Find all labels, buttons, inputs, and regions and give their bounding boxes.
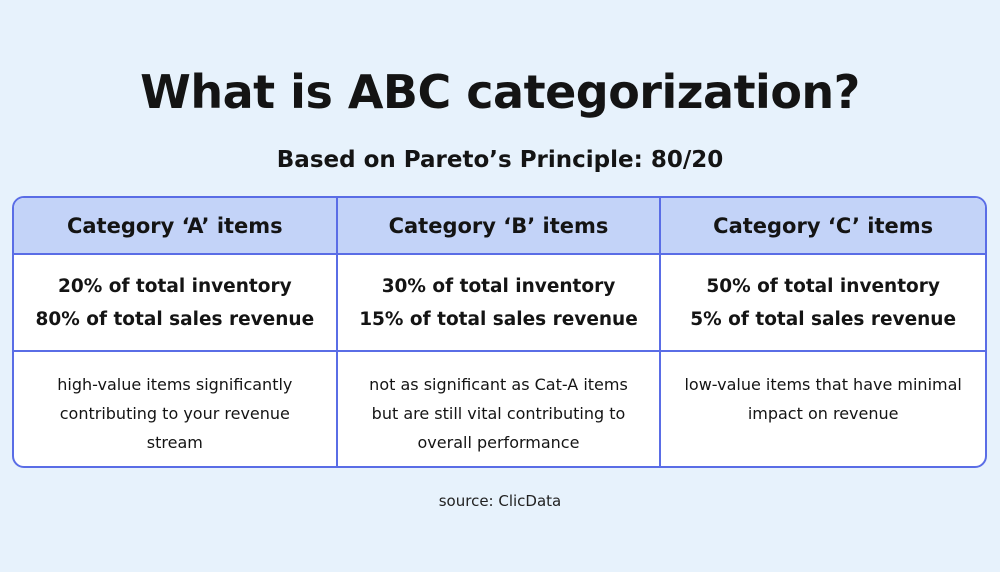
category-c-header: Category ‘C’ items bbox=[661, 198, 985, 255]
category-b-stats bbox=[338, 255, 662, 352]
category-a-description: high-value items significantly contributing to your revenue stream bbox=[14, 352, 338, 466]
category-b-header: Category ‘B’ items bbox=[338, 198, 662, 255]
category-a-header: Category ‘A’ items bbox=[14, 198, 338, 255]
category-b-description: not as significant as Cat-A items but are still vital contributing to overall performance bbox=[338, 352, 662, 466]
category-a-inventory: 20% of total inventory bbox=[58, 275, 292, 297]
category-a-revenue: 80% of total sales revenue bbox=[35, 308, 315, 330]
category-b-inventory: 30% of total inventory bbox=[381, 275, 616, 297]
category-c-stats bbox=[661, 255, 985, 352]
abc-categorization-table bbox=[12, 196, 987, 468]
category-b-revenue: 15% of total sales revenue bbox=[359, 308, 638, 330]
category-c-revenue: 5% of total sales revenue bbox=[690, 308, 957, 330]
source-credit: source: ClicData bbox=[438, 492, 562, 510]
category-c-description: low-value items that have minimal impact on revenue bbox=[684, 375, 962, 423]
category-a-stats bbox=[14, 255, 338, 352]
category-c-inventory: 50% of total inventory bbox=[706, 275, 940, 297]
page-subtitle: Based on Pareto’s Principle: 80/20 bbox=[276, 147, 724, 173]
page-title: What is ABC categorization? bbox=[140, 65, 860, 119]
